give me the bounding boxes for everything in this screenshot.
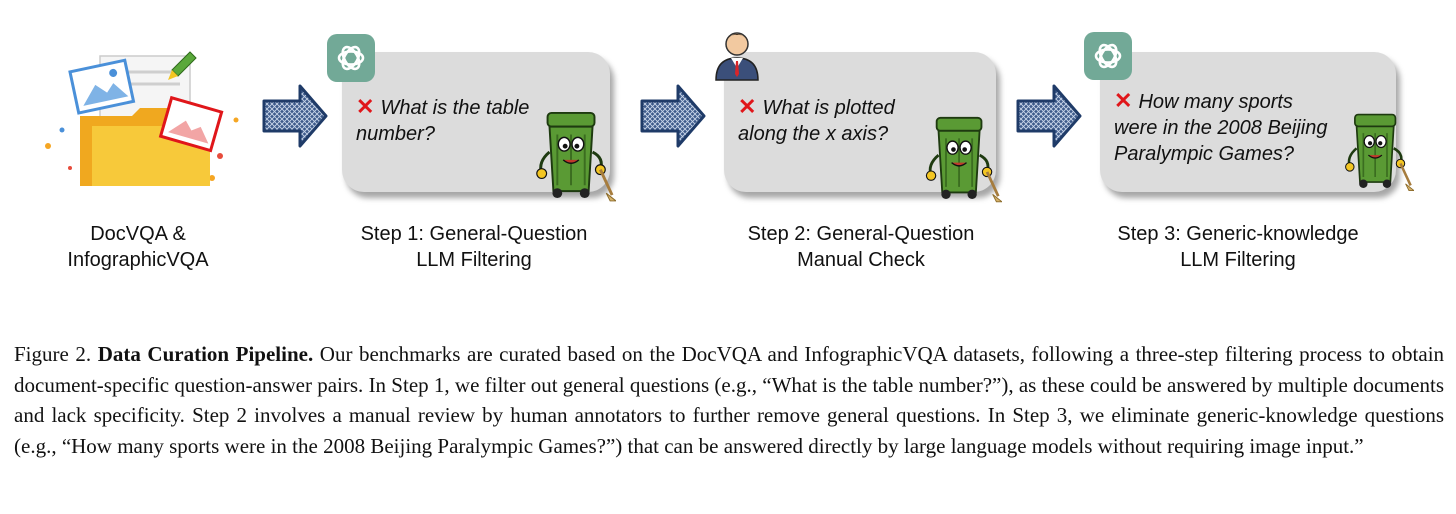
chatgpt-logo-icon bbox=[327, 34, 375, 82]
red-x-icon: ✕ bbox=[356, 94, 375, 119]
pipeline-arrow-2 bbox=[640, 84, 706, 148]
source-dataset-label: DocVQA & InfographicVQA bbox=[67, 223, 209, 271]
trash-bin-mascot-icon bbox=[918, 108, 1002, 206]
step3-question: ✕ How many sports were in the 2008 Beijing Paralympic Games? bbox=[1114, 88, 1328, 165]
red-x-icon: ✕ bbox=[1114, 88, 1133, 113]
step2-question: ✕ What is plotted along the x axis? bbox=[738, 94, 895, 145]
trash-bin-mascot-icon bbox=[528, 104, 616, 204]
step3-label: Step 3: Generic-knowledge LLM Filtering bbox=[1117, 223, 1359, 271]
caption-title: Data Curation Pipeline. bbox=[97, 342, 314, 366]
trash-bin-mascot-icon bbox=[1338, 102, 1414, 198]
red-x-icon: ✕ bbox=[738, 94, 757, 119]
caption-body: Our benchmarks are curated based on the DocVQA and InfographicVQA datasets, following a three-step filtering process to obtain document-specific question-answer pairs. In Step 1, we filter out general questions (e.g., “What is the table number?”), as these could be answered by multiple documents and lack specificity. Step 2 involves a manual review by human annotators to further remove general questions. In Step 3, we eliminate generic-knowledge questions (e.g., “How many sports were in the 2008 Beijing Paralympic Games?”) that can be answered directly by large language models without requiring image input.” bbox=[14, 342, 1445, 458]
figure-caption bbox=[14, 339, 1444, 461]
figure-label: Figure 2. bbox=[14, 342, 92, 366]
chatgpt-logo-icon bbox=[1084, 32, 1132, 80]
pipeline-arrow-3 bbox=[1016, 84, 1082, 148]
step1-question: ✕ What is the table number? bbox=[356, 94, 530, 145]
pipeline-arrow-1 bbox=[262, 84, 328, 148]
dataset-folder-icon bbox=[40, 38, 250, 188]
human-annotator-icon bbox=[710, 28, 764, 82]
step2-label: Step 2: General-Question Manual Check bbox=[747, 223, 975, 271]
step1-label: Step 1: General-Question LLM Filtering bbox=[360, 223, 588, 271]
